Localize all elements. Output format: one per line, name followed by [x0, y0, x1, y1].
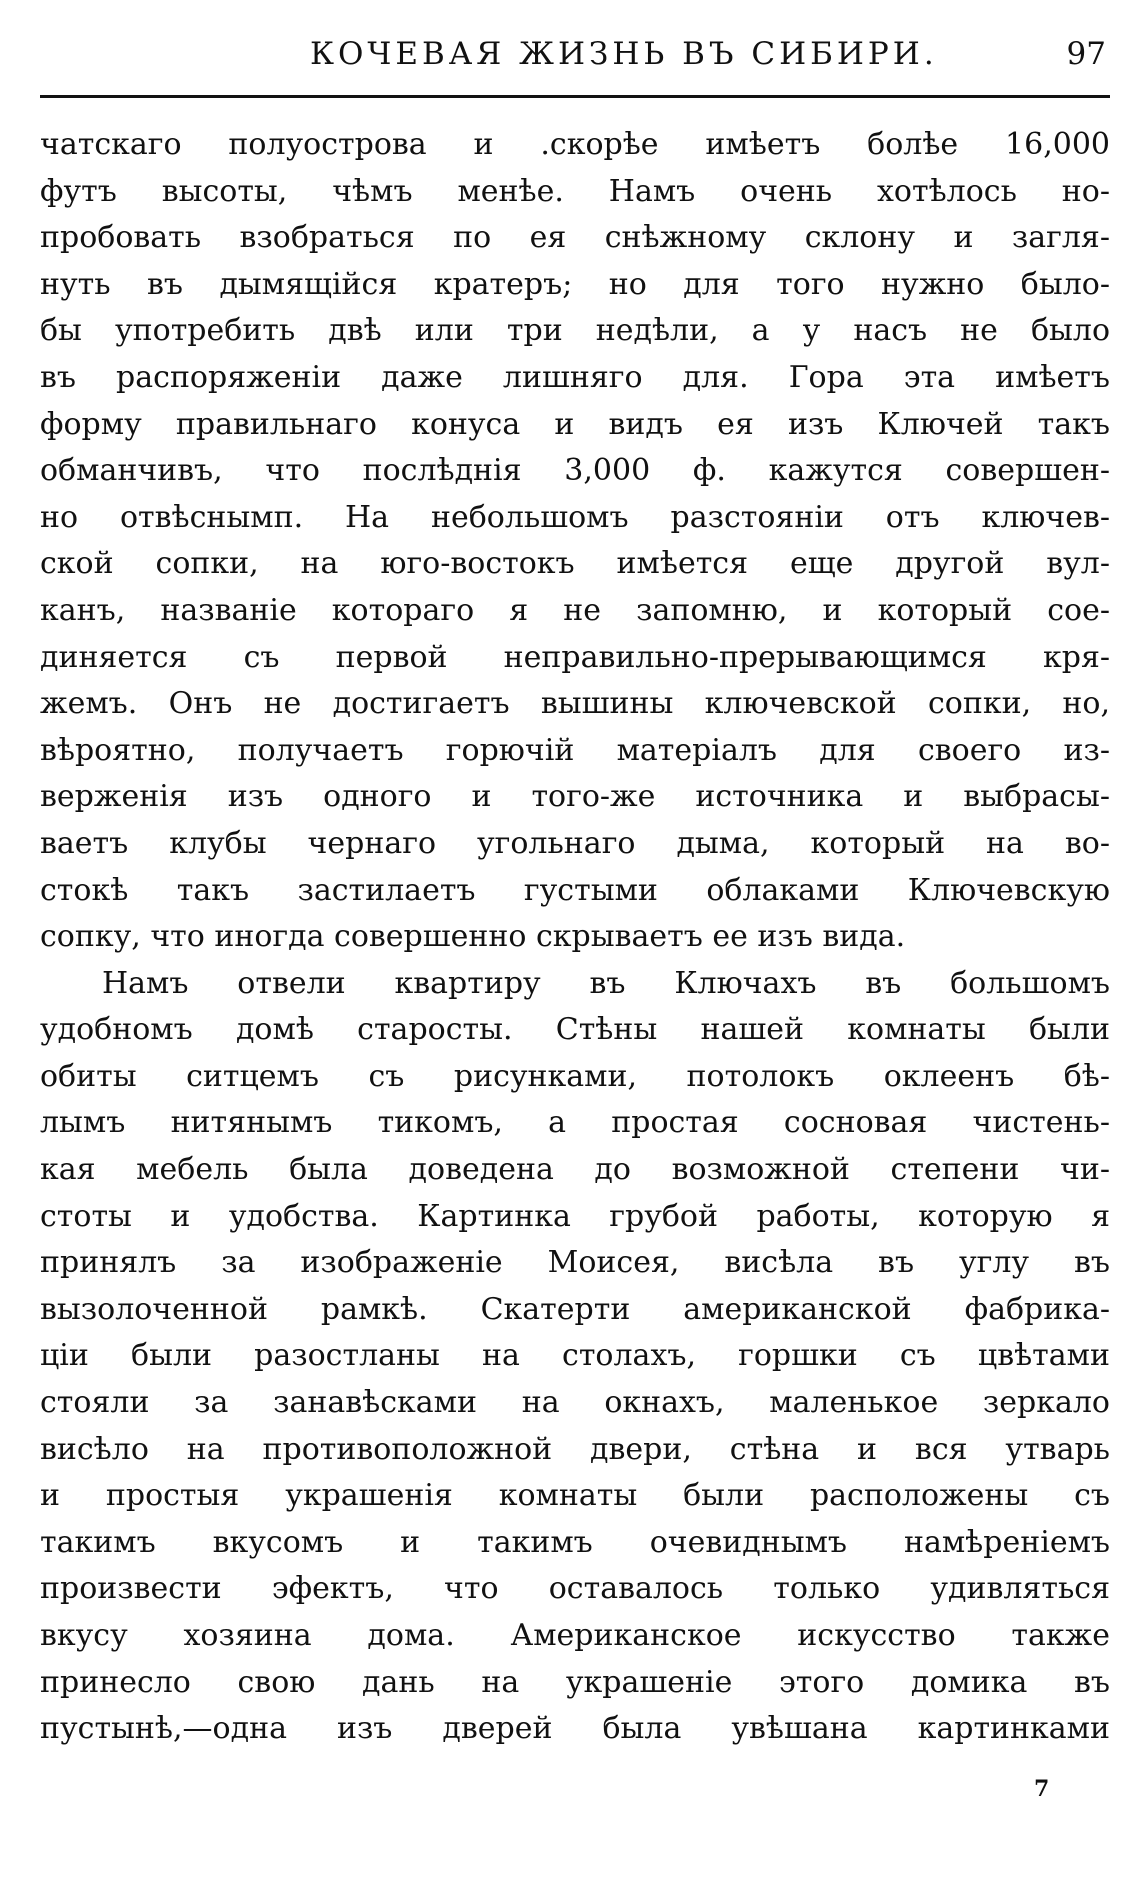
text-line: такимъ вкусомъ и такимъ очевиднымъ намѣренiемъ — [40, 1524, 1110, 1560]
text-line: обманчивъ, что послѣднiя 3,000 ф. кажутся совершен- — [40, 453, 1110, 489]
page-number: 97 — [1066, 36, 1106, 72]
text-line: но отвѣснымп. На небольшомъ разстоянiи отъ ключев- — [40, 499, 1110, 535]
text-line: принялъ за изображенiе Моисея, висѣла въ углу въ — [40, 1245, 1110, 1281]
text-line: форму правильнаго конуса и видъ ея изъ Ключей такъ — [40, 406, 1110, 442]
text-line: футъ высоты, чѣмъ менѣе. Намъ очень хотѣлось но- — [40, 173, 1110, 209]
text-line: диняется съ первой неправильно-прерывающимся кря- — [40, 639, 1110, 675]
text-line: пробовать взобраться по ея снѣжному склону и загля- — [40, 220, 1110, 256]
page-header — [40, 20, 1110, 98]
text-line: стоты и удобства. Картинка грубой работы, которую я — [40, 1198, 1110, 1234]
text-line: пустынѣ,—одна изъ дверей была увѣшана картинками — [40, 1711, 1110, 1747]
text-line: жемъ. Онъ не достигаетъ вышины ключевской сопки, но, — [40, 686, 1110, 722]
body-text — [40, 122, 1110, 1753]
text-line: верженiя изъ одного и того-же источника и выбрасы- — [40, 779, 1110, 815]
signature-mark: 7 — [1034, 1776, 1050, 1802]
text-line: произвести эфектъ, что оставалось только удивляться — [40, 1571, 1110, 1607]
text-line: висѣло на противоположной двери, стѣна и вся утварь — [40, 1431, 1110, 1467]
text-line: въ распоряженiи даже лишняго для. Гора эта имѣетъ — [40, 359, 1110, 395]
text-line: принесло свою дань на украшенiе этого домика въ — [40, 1664, 1110, 1700]
text-line: чатскаго полуострова и .скорѣе имѣетъ болѣе 16,000 — [40, 127, 1110, 162]
text-line: кая мебель была доведена до возможной степени чи- — [40, 1152, 1110, 1188]
text-line: цiи были разостланы на столахъ, горшки съ цвѣтами — [40, 1338, 1110, 1374]
running-title: КОЧЕВАЯ ЖИЗНЬ ВЪ СИБИРИ. — [310, 36, 938, 72]
text-line: удобномъ домѣ старосты. Стѣны нашей комнаты были — [40, 1012, 1110, 1048]
text-line: нуть въ дымящiйся кратеръ; но для того нужно было- — [40, 266, 1110, 302]
text-line: ваетъ клубы чернаго угольнаго дыма, который на во- — [40, 825, 1110, 861]
text-line: ской сопки, на юго-востокъ имѣется еще другой вул- — [40, 546, 1110, 582]
text-line: вѣроятно, получаетъ горючiй матерiалъ для своего из- — [40, 732, 1110, 768]
paragraph-first-line: Намъ отвели квартиру въ Ключахъ въ большомъ — [102, 965, 1110, 1001]
text-line: бы употребить двѣ или три недѣли, а у насъ не было — [40, 313, 1110, 349]
paragraph-last-line: сопку, что иногда совершенно скрываетъ ее изъ вида. — [40, 919, 906, 955]
text-line: стокѣ такъ застилаетъ густыми облаками Ключевскую — [40, 872, 1110, 908]
text-line: канъ, названiе котораго я не запомню, и который сое- — [40, 592, 1110, 628]
text-line: лымъ нитянымъ тикомъ, а простая сосновая чистень- — [40, 1105, 1110, 1141]
text-line: вызолоченной рамкѣ. Скатерти американской фабрика- — [40, 1291, 1110, 1327]
text-line: обиты ситцемъ съ рисунками, потолокъ оклеенъ бѣ- — [40, 1058, 1110, 1094]
text-line: и простыя украшенiя комнаты были расположены съ — [40, 1478, 1110, 1514]
text-line: вкусу хозяина дома. Американское искусство также — [40, 1618, 1110, 1653]
text-line: стояли за занавѣсками на окнахъ, маленькое зеркало — [40, 1385, 1110, 1421]
